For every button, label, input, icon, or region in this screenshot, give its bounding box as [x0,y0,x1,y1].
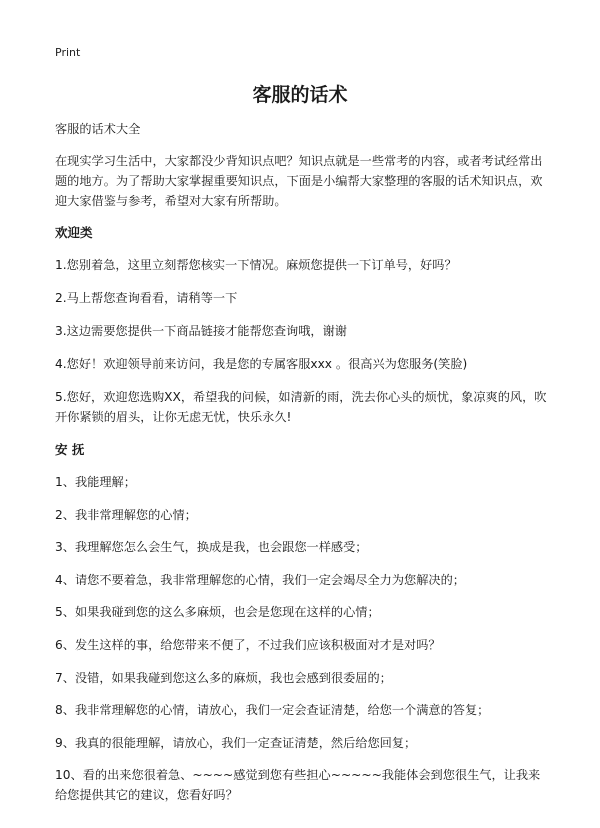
welcome-item: 2.马上帮您查询看看，请稍等一下 [55,291,238,305]
comfort-item: 9、我真的很能理解，请放心，我们一定查证清楚，然后给您回复； [55,735,417,750]
intro-paragraph: 在现实学习生活中，大家都没少背知识点吧？知识点就是一些常考的内容，或者考试经常出题的地方。为了帮助大家掌握重要知识点，下面是小编帮大家整理的客服的话术知识点，欢迎大家借鉴与参考，希望对大家有所帮助。 [55,154,543,208]
welcome-item: 1.您别着急，这里立刻帮您核实一下情况。麻烦您提供一下订单号，好吗？ [55,258,457,272]
comfort-item: 4、请您不要着急，我非常理解您的心情，我们一定会竭尽全力为您解决的； [55,572,465,587]
comfort-item: 1、我能理解； [55,475,136,489]
welcome-item: 5.您好，欢迎您选购XX，希望我的问候，如清新的雨，洗去你心头的烦忧，象凉爽的风，吹开你紧锁的眉头，让你无虑无忧，快乐永久! [55,390,547,424]
article-subtitle: 客服的话术大全 [55,122,141,136]
welcome-item: 4.您好！欢迎领导前来访问，我是您的专属客服xxx 。很高兴为您服务(笑脸) [55,357,468,371]
print-link[interactable]: Print [55,46,81,59]
comfort-item: 8、我非常理解您的心情，请放心，我们一定会查证清楚，给您一个满意的答复； [55,703,490,718]
comfort-item: 2、我非常理解您的心情； [55,507,197,522]
comfort-item: 5、如果我碰到您的这么多麻烦，也会是您现在这样的心情； [55,605,380,620]
section-heading-welcome: 欢迎类 [55,225,93,240]
page-title: 客服的话术 [252,84,348,106]
welcome-item: 3.这边需要您提供一下商品链接才能帮您查询哦，谢谢 [55,324,347,338]
comfort-item: 3、我理解您怎么会生气，换成是我，也会跟您一样感受； [55,540,368,555]
comfort-item: 6、发生这样的事，给您带来不便了，不过我们应该积极面对才是对吗？ [55,637,441,652]
section-heading-comfort: 安 抚 [55,442,85,457]
comfort-item: 10、看的出来您很着急、~~~~感觉到您有些担心~~~~~我能体会到您很生气，让我来给您提供其它的建议，您看好吗？ [55,768,541,803]
comfort-item: 7、没错，如果我碰到您这么多的麻烦，我也会感到很委屈的； [55,670,392,685]
article-body [55,119,548,818]
